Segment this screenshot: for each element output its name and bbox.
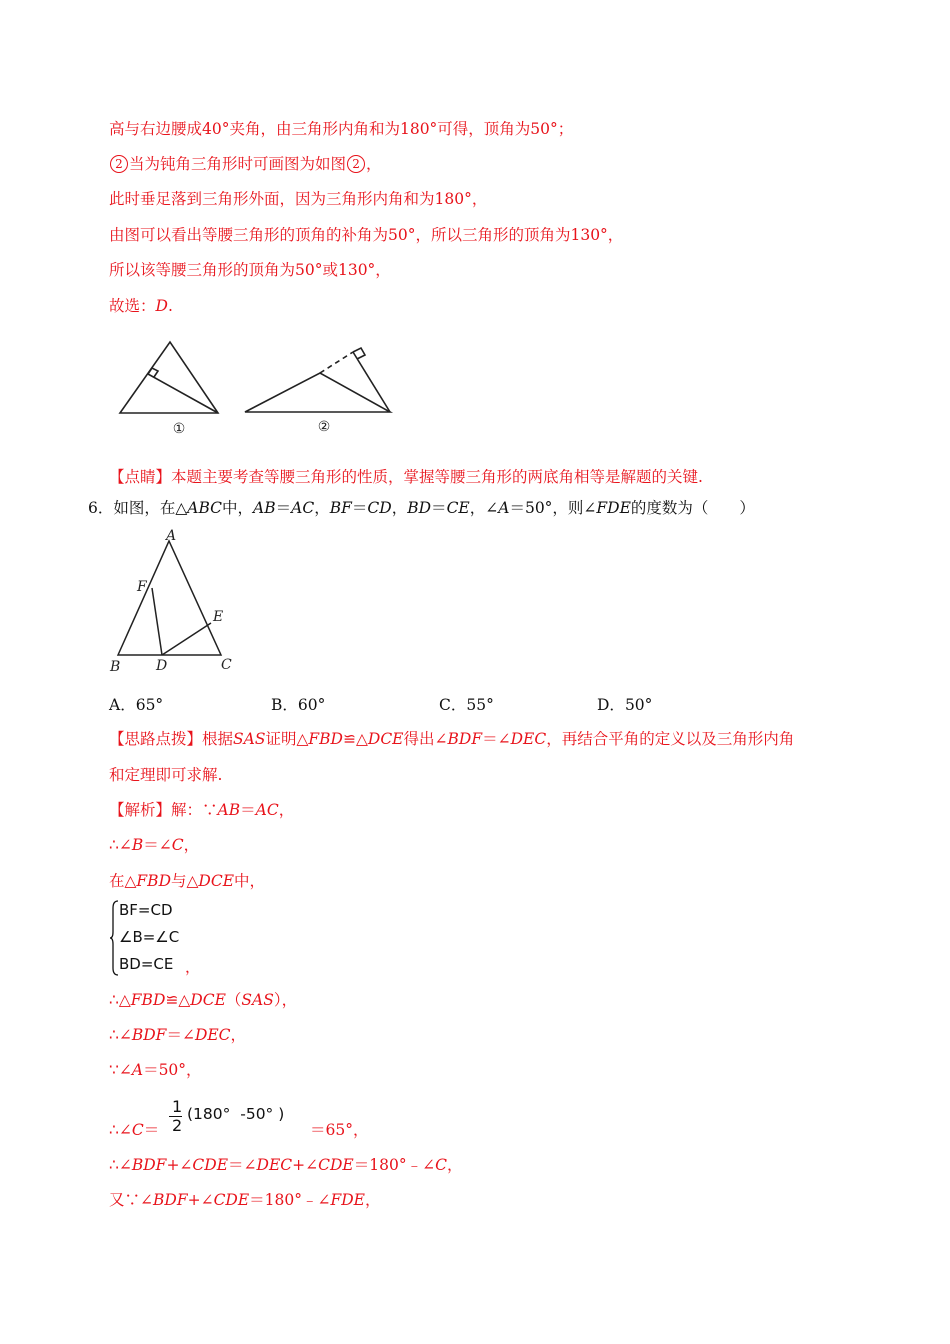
fraction-denominator: 2 [172, 1116, 183, 1135]
option-b[interactable]: B．60° [271, 696, 326, 714]
label-c: C [221, 657, 232, 673]
sol5-line1: 高与右边腰成40°夹角，由三角形内角和为180°可得，顶角为50°； [109, 120, 574, 138]
label-a: A [166, 528, 177, 544]
circled-number: 2 [347, 155, 365, 173]
fig2-altitude [353, 352, 390, 412]
option-a[interactable]: A．65° [109, 696, 164, 714]
sol5-note: 【点睛】本题主要考查等腰三角形的性质，掌握等腰三角形的两底角相等是解题的关键. [109, 468, 703, 486]
sol6-hint-line2: 和定理即可求解. [109, 766, 223, 784]
label-f: F [137, 579, 147, 595]
sol6-step9: 又∵∠BDF+∠CDE＝180°﹣∠FDE， [109, 1191, 381, 1209]
sol5-line2: 2 当为钝角三角形时可画图为如图 2 ， [109, 154, 382, 174]
sol5-line5: 所以该等腰三角形的顶角为50°或130°， [109, 261, 391, 279]
fig1-altitude [148, 374, 218, 413]
sol5-line4: 由图可以看出等腰三角形的顶角的补角为50°，所以三角形的顶角为130°， [109, 226, 624, 244]
label-b: B [110, 659, 121, 675]
segment-de [162, 623, 211, 655]
sol6-step1: 【解析】解：∵AB＝AC， [109, 801, 295, 819]
sol6-step5: ∴∠BDF＝∠DEC， [109, 1026, 247, 1044]
brace-icon [109, 900, 119, 976]
sol6-hint-line1: 【思路点拨】根据SAS证明△FBD≌△DCE得出∠BDF＝∠DEC，再结合平角的定义以及三角形内角 [109, 730, 795, 748]
sol5-line6: 故选：D. [109, 297, 173, 315]
fig2-label: ② [317, 419, 331, 435]
sol6-step2: ∴∠B＝∠C， [109, 836, 200, 854]
option-d[interactable]: D．50° [597, 696, 653, 714]
label-e: E [213, 609, 224, 625]
system-row-1: BF=CD [119, 901, 173, 919]
fig2-triangle [245, 373, 390, 412]
segment-fd [152, 588, 162, 655]
q6-figure [105, 525, 240, 675]
fraction-parenthesis: (180° -50° ) [187, 1105, 285, 1123]
fraction-numerator: 1 [172, 1097, 183, 1116]
sol5-figures [110, 335, 410, 440]
fig1-triangle [120, 342, 218, 413]
sol6-step3: 在△FBD与△DCE中， [109, 872, 266, 890]
triangle-abc [118, 541, 224, 655]
system-comma: ， [185, 958, 201, 976]
option-c[interactable]: C．55° [439, 696, 494, 714]
sol5-line3: 此时垂足落到三角形外面，因为三角形内角和为180°， [109, 190, 488, 208]
system-row-2: ∠B=∠C [119, 928, 180, 946]
sol6-step7-pre: ∴∠C＝ [109, 1121, 160, 1139]
q6-question: 6．如图，在△ABC中，AB＝AC，BF＝CD，BD＝CE，∠A＝50°，则∠FDE的度数为（ ） [88, 499, 755, 517]
sol6-step8: ∴∠BDF+∠CDE＝∠DEC+∠CDE＝180°﹣∠C， [109, 1156, 463, 1174]
system-row-3: BD=CE [119, 955, 174, 973]
sol6-step6: ∵∠A＝50°， [109, 1061, 202, 1079]
fig1-label: ① [172, 421, 186, 437]
label-d: D [156, 658, 168, 674]
fig2-extension [320, 352, 353, 373]
sol6-step4: ∴△FBD≌△DCE（SAS）， [109, 991, 298, 1009]
question-number: 6． [88, 499, 114, 517]
sol6-step7-result: ＝65°， [310, 1121, 369, 1139]
circled-number: 2 [110, 155, 128, 173]
